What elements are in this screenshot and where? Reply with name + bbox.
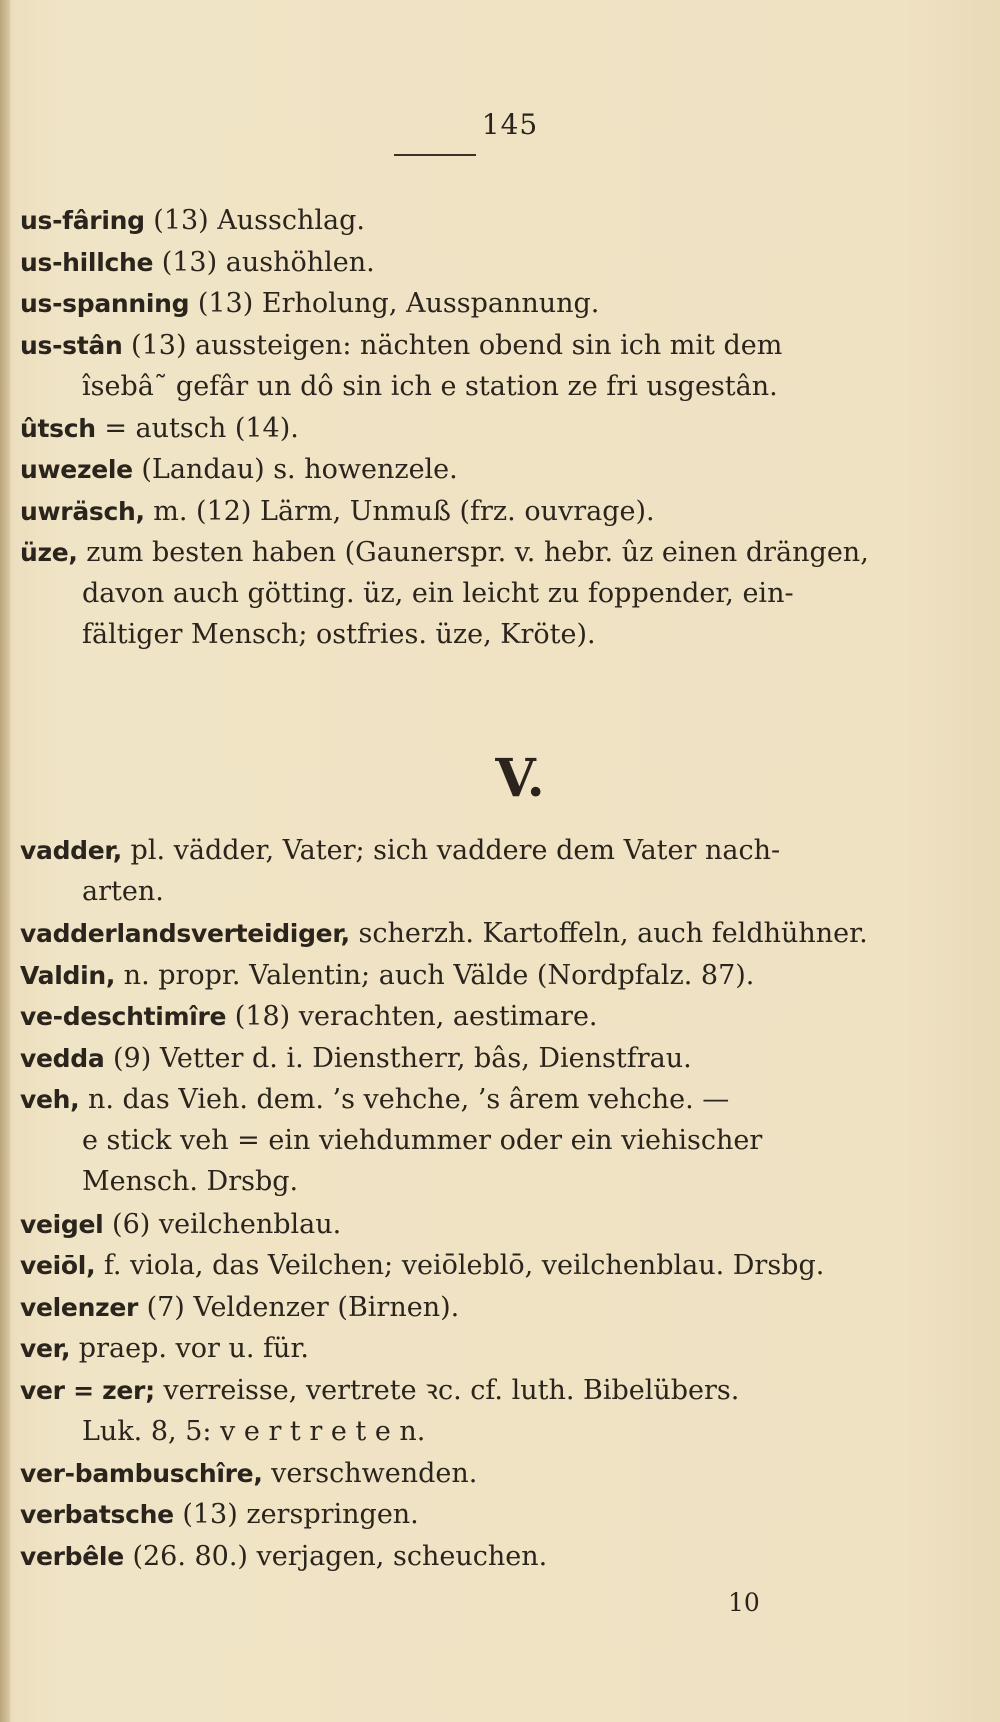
dictionary-entry bbox=[20, 200, 970, 241]
page-spine-shadow bbox=[0, 0, 10, 1722]
entry-first-line bbox=[20, 325, 970, 366]
entry-definition: (6) veilchenblau. bbox=[103, 1208, 342, 1240]
entry-definition: zum besten haben (Gaunerspr. v. hebr. ûz einen drängen, bbox=[77, 537, 869, 568]
dictionary-entry bbox=[20, 1038, 970, 1079]
entry-definition: (7) Veldenzer (Birnen). bbox=[138, 1291, 460, 1323]
entry-first-line bbox=[20, 242, 970, 283]
dictionary-entry bbox=[20, 449, 970, 490]
dictionary-entry bbox=[20, 1453, 970, 1494]
entry-headword: veiōl, bbox=[20, 1251, 96, 1280]
dictionary-entry bbox=[20, 1370, 970, 1452]
entry-headword: ver-bambuschîre, bbox=[20, 1458, 263, 1488]
entry-definition: n. das Vieh. dem. ’s vehche, ’s ârem vehche. — bbox=[79, 1084, 730, 1115]
entry-first-line bbox=[20, 1370, 970, 1411]
entry-first-line bbox=[20, 1287, 970, 1328]
entry-headword: verbatsche bbox=[20, 1500, 174, 1529]
dictionary-entry bbox=[20, 830, 970, 912]
entry-definition: = autsch (14). bbox=[95, 412, 299, 444]
entry-first-line bbox=[20, 408, 970, 449]
entry-definition: îsebâ˜ gefâr un dô sin ich e station ze fri usgestân. bbox=[82, 370, 778, 402]
entry-continuation-line bbox=[20, 1161, 970, 1202]
entry-definition: verreisse, vertrete ꝛc. cf. luth. Bibelübers. bbox=[154, 1374, 740, 1406]
entry-first-line bbox=[20, 1245, 970, 1286]
entry-first-line bbox=[20, 830, 970, 871]
entry-first-line bbox=[20, 1204, 970, 1245]
dictionary-entry bbox=[20, 1328, 970, 1369]
entry-definition: scherzh. Kartoffeln, auch feldhühner. bbox=[349, 918, 868, 949]
entry-definition: f. viola, das Veilchen; veiōleblō, veilchenblau. Drsbg. bbox=[95, 1250, 825, 1281]
entry-definition: (26. 80.) verjagen, scheuchen. bbox=[123, 1540, 548, 1572]
entry-definition: verschwenden. bbox=[262, 1457, 478, 1489]
dictionary-entry bbox=[20, 1287, 970, 1328]
signature-mark: 10 bbox=[728, 1588, 760, 1617]
entry-definition: praep. vor u. für. bbox=[70, 1333, 309, 1364]
entry-definition: m. (12) Lärm, Unmuß (frz. ouvrage). bbox=[144, 495, 655, 527]
entry-definition: n. propr. Valentin; auch Välde (Nordpfalz. 87). bbox=[115, 959, 755, 991]
entry-headword: veh, bbox=[20, 1085, 80, 1114]
header-rule bbox=[394, 154, 476, 156]
entry-headword: ûtsch bbox=[20, 413, 96, 443]
entry-headword: us-fâring bbox=[20, 206, 145, 235]
dictionary-entry bbox=[20, 532, 970, 655]
entry-first-line bbox=[20, 1328, 970, 1369]
entry-definition: e stick veh = ein viehdummer oder ein viehischer bbox=[82, 1125, 763, 1156]
entry-headword: us-hillche bbox=[20, 247, 154, 277]
entry-continuation-line bbox=[20, 871, 970, 912]
entry-definition: fältiger Mensch; ostfries. üze, Kröte). bbox=[82, 619, 596, 650]
entry-headword: uwezele bbox=[20, 455, 133, 484]
entry-definition: (Landau) s. howenzele. bbox=[132, 454, 458, 485]
entry-first-line bbox=[20, 955, 970, 996]
entry-headword: ver, bbox=[20, 1334, 71, 1363]
page-number: 145 bbox=[481, 108, 539, 141]
entry-definition: davon auch götting. üz, ein leicht zu foppender, ein- bbox=[82, 578, 794, 609]
entry-headword: ver = zer; bbox=[20, 1375, 155, 1405]
entry-definition: (9) Vetter d. i. Dienstherr, bâs, Dienstfrau. bbox=[104, 1042, 692, 1074]
entry-continuation-line bbox=[20, 1120, 970, 1161]
dictionary-entry bbox=[20, 955, 970, 996]
entry-first-line bbox=[20, 1536, 970, 1577]
entry-first-line bbox=[20, 1079, 970, 1120]
entry-first-line bbox=[20, 1038, 970, 1079]
entry-continuation-line bbox=[20, 614, 970, 655]
entry-first-line bbox=[20, 913, 970, 954]
dictionary-entry bbox=[20, 1204, 970, 1245]
entry-headword: velenzer bbox=[20, 1292, 139, 1322]
entry-first-line bbox=[20, 491, 970, 532]
entry-headword: veigel bbox=[20, 1209, 104, 1239]
entry-definition: (13) Erholung, Ausspannung. bbox=[189, 288, 600, 319]
dictionary-entry bbox=[20, 996, 970, 1037]
entry-continuation-line bbox=[20, 366, 970, 407]
dictionary-entry bbox=[20, 1245, 970, 1286]
entry-headword: us-stân bbox=[20, 330, 123, 360]
entry-definition: (13) zerspringen. bbox=[173, 1499, 419, 1530]
entry-definition: (13) Ausschlag. bbox=[144, 205, 366, 236]
entry-first-line bbox=[20, 532, 970, 573]
entry-definition: Mensch. Drsbg. bbox=[82, 1166, 299, 1197]
entry-headword: ve-deschtimîre bbox=[20, 1002, 227, 1031]
entry-first-line bbox=[20, 449, 970, 490]
dictionary-entry bbox=[20, 283, 970, 324]
entry-first-line bbox=[20, 283, 970, 324]
entry-headword: vedda bbox=[20, 1043, 105, 1073]
entry-headword: vadder, bbox=[20, 836, 122, 865]
entry-first-line bbox=[20, 996, 970, 1037]
dictionary-entry bbox=[20, 1079, 970, 1202]
entry-headword: Valdin, bbox=[20, 960, 116, 990]
entry-first-line bbox=[20, 200, 970, 241]
entry-definition: Luk. 8, 5: v e r t r e t e n. bbox=[82, 1415, 426, 1447]
dictionary-entry bbox=[20, 913, 970, 954]
entry-headword: verbêle bbox=[20, 1541, 124, 1571]
entry-continuation-line bbox=[20, 573, 970, 614]
dictionary-entry bbox=[20, 408, 970, 449]
section-letter: V. bbox=[495, 748, 545, 809]
dictionary-entry bbox=[20, 1536, 970, 1577]
entry-first-line bbox=[20, 1453, 970, 1494]
dictionary-entry bbox=[20, 491, 970, 532]
dictionary-entry bbox=[20, 325, 970, 407]
entry-first-line bbox=[20, 1494, 970, 1535]
entry-definition: pl. vädder, Vater; sich vaddere dem Vater nach- bbox=[121, 835, 781, 866]
entry-headword: us-spanning bbox=[20, 289, 190, 318]
entry-headword: uwräsch, bbox=[20, 496, 145, 526]
entry-headword: vadderlandsverteidiger, bbox=[20, 919, 350, 948]
entry-definition: (13) aushöhlen. bbox=[153, 246, 375, 278]
entry-definition: arten. bbox=[82, 876, 164, 907]
entry-headword: üze, bbox=[20, 538, 78, 567]
dictionary-entry bbox=[20, 1494, 970, 1535]
entry-definition: (13) aussteigen: nächten obend sin ich mit dem bbox=[122, 329, 783, 361]
entry-definition: (18) verachten, aestimare. bbox=[226, 1001, 598, 1032]
entry-continuation-line bbox=[20, 1411, 970, 1452]
dictionary-entry bbox=[20, 242, 970, 283]
